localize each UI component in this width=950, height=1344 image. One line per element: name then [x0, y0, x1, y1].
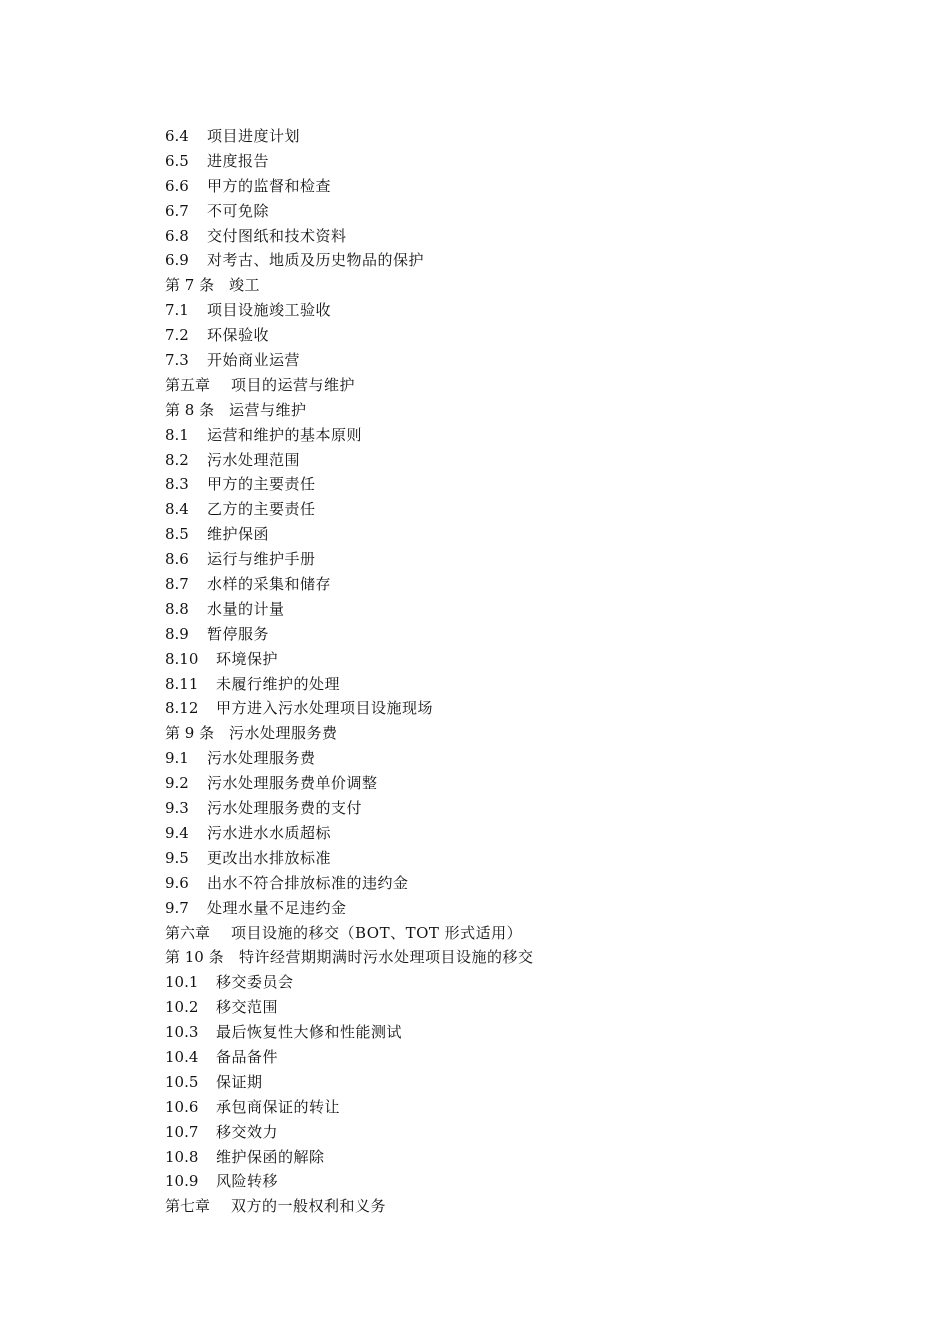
toc-entry	[165, 547, 865, 572]
toc-entry-number: 9.4	[165, 823, 189, 842]
toc-entry-title: 进度报告	[207, 151, 270, 170]
toc-entry-number: 8.12	[165, 699, 199, 718]
toc-entry-title: 移交委员会	[216, 973, 294, 992]
toc-entry-number: 8.3	[165, 475, 189, 494]
toc-entry-number: 9.7	[165, 898, 189, 917]
toc-entry-title: 移交范围	[216, 998, 279, 1017]
toc-entry	[165, 846, 865, 871]
toc-entry-number: 第 8 条	[165, 400, 215, 419]
toc-entry	[165, 672, 865, 697]
toc-entry-number: 8.7	[165, 575, 189, 594]
toc-entry-number: 第七章	[165, 1197, 211, 1216]
toc-entry	[165, 796, 865, 821]
toc-entry-number: 8.4	[165, 500, 189, 519]
toc-entry-title: 更改出水排放标准	[207, 848, 332, 867]
toc-entry	[165, 522, 865, 547]
toc-entry	[165, 696, 865, 721]
toc-entry-title: 最后恢复性大修和性能测试	[216, 1023, 403, 1042]
toc-entry	[165, 497, 865, 522]
toc-entry-number: 8.5	[165, 525, 189, 544]
toc-entry-number: 第 10 条	[165, 948, 224, 967]
toc-entry-number: 8.10	[165, 649, 199, 668]
toc-entry-number: 第 9 条	[165, 724, 215, 743]
toc-entry-title: 处理水量不足违约金	[207, 898, 347, 917]
toc-chapter-heading	[165, 921, 865, 946]
toc-entry-title: 污水处理服务费的支付	[207, 799, 363, 818]
toc-entry-title: 风险转移	[216, 1172, 279, 1191]
toc-entry	[165, 149, 865, 174]
toc-entry	[165, 124, 865, 149]
toc-entry	[165, 423, 865, 448]
toc-entry-number: 9.3	[165, 799, 189, 818]
toc-entry	[165, 746, 865, 771]
toc-entry-number: 6.5	[165, 151, 189, 170]
toc-entry-number: 8.8	[165, 599, 189, 618]
toc-entry-title: 对考古、地质及历史物品的保护	[207, 251, 425, 270]
toc-entry-title: 项目设施的移交（BOT、TOT 形式适用）	[231, 923, 523, 942]
toc-entry	[165, 1045, 865, 1070]
toc-entry	[165, 224, 865, 249]
toc-entry-title: 甲方的监督和检查	[207, 176, 332, 195]
toc-entry	[165, 1020, 865, 1045]
toc-article-heading	[165, 721, 865, 746]
toc-entry	[165, 1095, 865, 1120]
toc-entry-number: 6.9	[165, 251, 189, 270]
toc-entry-title: 水量的计量	[207, 599, 285, 618]
toc-entry	[165, 597, 865, 622]
toc-entry-title: 运营与维护	[229, 400, 307, 419]
toc-entry-number: 8.6	[165, 550, 189, 569]
toc-entry-number: 9.6	[165, 873, 189, 892]
toc-entry	[165, 472, 865, 497]
toc-entry	[165, 970, 865, 995]
toc-entry-number: 8.11	[165, 674, 199, 693]
toc-entry-title: 乙方的主要责任	[207, 500, 316, 519]
toc-entry-number: 10.1	[165, 973, 199, 992]
toc-entry-number: 第 7 条	[165, 276, 215, 295]
toc-entry-title: 开始商业运营	[207, 351, 301, 370]
toc-entry	[165, 298, 865, 323]
toc-entry-number: 9.5	[165, 848, 189, 867]
toc-entry-title: 承包商保证的转让	[216, 1097, 341, 1116]
table-of-contents	[165, 124, 865, 1219]
toc-entry-title: 暂停服务	[207, 624, 270, 643]
toc-article-heading	[165, 945, 865, 970]
toc-entry	[165, 1070, 865, 1095]
toc-entry-title: 未履行维护的处理	[216, 674, 341, 693]
toc-entry-title: 运营和维护的基本原则	[207, 425, 363, 444]
toc-entry-title: 环境保护	[216, 649, 279, 668]
toc-entry-title: 运行与维护手册	[207, 550, 316, 569]
toc-article-heading	[165, 273, 865, 298]
toc-entry-number: 10.4	[165, 1047, 199, 1066]
toc-entry-title: 项目进度计划	[207, 127, 301, 145]
toc-entry-number: 10.8	[165, 1147, 199, 1166]
toc-entry	[165, 174, 865, 199]
toc-entry	[165, 896, 865, 921]
toc-entry-title: 污水处理服务费	[229, 724, 338, 743]
toc-entry	[165, 871, 865, 896]
toc-article-heading	[165, 398, 865, 423]
toc-entry-title: 交付图纸和技术资料	[207, 226, 347, 245]
toc-entry-title: 备品备件	[216, 1047, 279, 1066]
toc-entry-number: 8.1	[165, 425, 189, 444]
toc-entry-title: 甲方进入污水处理项目设施现场	[216, 699, 434, 718]
toc-entry	[165, 622, 865, 647]
toc-chapter-heading	[165, 373, 865, 398]
toc-entry	[165, 448, 865, 473]
toc-entry	[165, 647, 865, 672]
toc-entry-number: 6.4	[165, 127, 189, 145]
toc-entry-title: 污水处理范围	[207, 450, 301, 469]
toc-entry-number: 10.9	[165, 1172, 199, 1191]
toc-entry-title: 污水处理服务费单价调整	[207, 774, 378, 793]
toc-entry-title: 移交效力	[216, 1122, 279, 1141]
toc-entry-title: 污水处理服务费	[207, 749, 316, 768]
toc-entry-number: 10.7	[165, 1122, 199, 1141]
toc-entry-title: 环保验收	[207, 326, 270, 345]
toc-entry-title: 出水不符合排放标准的违约金	[207, 873, 409, 892]
toc-entry-number: 7.2	[165, 326, 189, 345]
toc-entry	[165, 995, 865, 1020]
toc-entry-title: 双方的一般权利和义务	[231, 1197, 387, 1216]
toc-entry	[165, 1120, 865, 1145]
toc-entry-number: 6.7	[165, 201, 189, 220]
toc-entry-number: 6.8	[165, 226, 189, 245]
toc-entry-title: 不可免除	[207, 201, 270, 220]
toc-entry-title: 维护保函的解除	[216, 1147, 325, 1166]
toc-entry-number: 9.2	[165, 774, 189, 793]
toc-entry-number: 8.2	[165, 450, 189, 469]
toc-entry	[165, 1145, 865, 1170]
toc-entry-number: 9.1	[165, 749, 189, 768]
toc-entry-title: 水样的采集和储存	[207, 575, 332, 594]
toc-entry	[165, 323, 865, 348]
toc-entry-number: 6.6	[165, 176, 189, 195]
toc-entry-title: 甲方的主要责任	[207, 475, 316, 494]
toc-entry-title: 特许经营期期满时污水处理项目设施的移交	[239, 948, 534, 967]
toc-entry-number: 10.3	[165, 1023, 199, 1042]
toc-entry-number: 10.6	[165, 1097, 199, 1116]
toc-entry-title: 维护保函	[207, 525, 270, 544]
toc-entry	[165, 821, 865, 846]
toc-entry-number: 8.9	[165, 624, 189, 643]
toc-entry-number: 10.2	[165, 998, 199, 1017]
toc-entry-title: 污水进水水质超标	[207, 823, 332, 842]
toc-entry-title: 保证期	[216, 1072, 263, 1091]
toc-entry	[165, 348, 865, 373]
toc-entry-number: 第六章	[165, 923, 211, 942]
toc-entry-title: 项目的运营与维护	[231, 375, 356, 394]
toc-entry	[165, 572, 865, 597]
toc-chapter-heading	[165, 1194, 865, 1219]
toc-entry-number: 7.1	[165, 301, 189, 320]
toc-entry	[165, 199, 865, 224]
toc-entry-title: 竣工	[229, 276, 261, 295]
toc-entry-number: 第五章	[165, 375, 211, 394]
toc-entry-number: 10.5	[165, 1072, 199, 1091]
toc-entry-number: 7.3	[165, 351, 189, 370]
toc-entry-title: 项目设施竣工验收	[207, 301, 332, 320]
toc-entry	[165, 1169, 865, 1194]
toc-entry	[165, 248, 865, 273]
toc-entry	[165, 771, 865, 796]
